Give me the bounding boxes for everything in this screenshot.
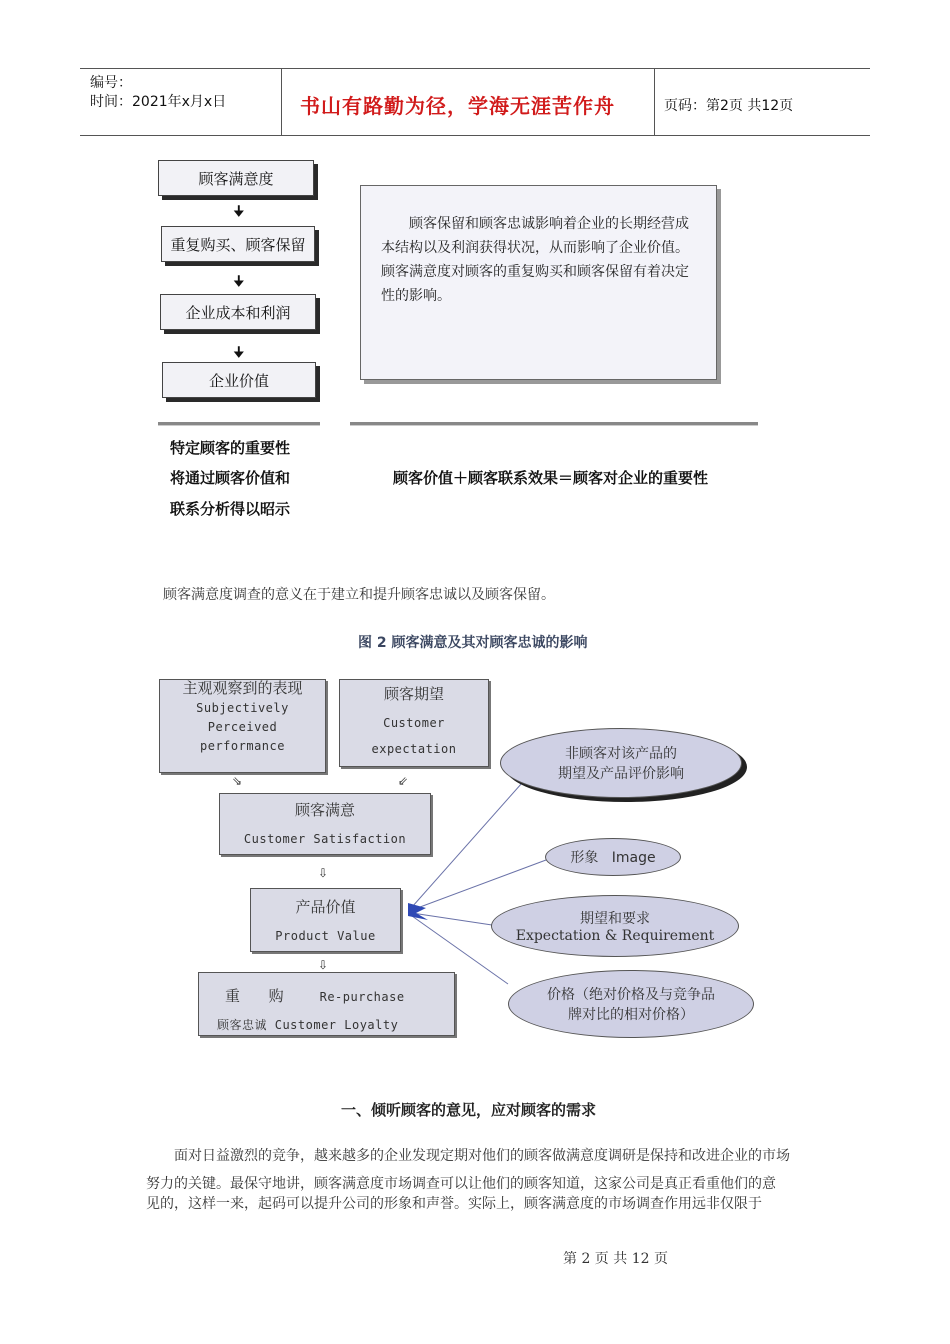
arrow-down-icon: 🠋 [233,274,245,290]
requirement-cn: 期望和要求 [580,911,650,927]
repurchase-en: Re-purchase [319,990,405,1004]
section-paragraph-line: 面对日益激烈的竞争，越来越多的企业发现定期对他们的顾客做满意度调研是保持和改进企业的市场 [174,1148,790,1164]
section-paragraph-line: 努力的关键。最保守地讲，顾客满意度市场调查可以让他们的顾客知道，这家公司是真正看重他们的意 [146,1176,776,1192]
expectation-en: expectation [371,742,457,756]
caption-line: 特定顾客的重要性 [170,439,291,457]
section-heading: 一、倾听顾客的意见，应对顾客的需求 [341,1101,597,1119]
value-en: Product Value [275,929,376,943]
box-product-value [250,888,401,952]
header-number-label: 编号： [90,75,132,91]
satisfaction-en: Customer Satisfaction [243,832,407,846]
box-customer-satisfaction [219,793,431,855]
figure-title: 图 2 顾客满意及其对顾客忠诚的影响 [358,635,588,651]
box-customer-expectation [339,679,489,767]
perceived-cn: 主观观察到的表现 [182,679,303,697]
expectation-en: Customer [383,716,445,730]
flow-step-label: 企业成本和利润 [185,303,291,322]
satisfaction-cn: 顾客满意 [294,801,355,819]
ellipse-requirement [491,895,739,957]
repurchase-line2: 顾客忠诚 Customer Loyalty [217,1018,399,1032]
non-customer-line: 期望及产品评价影响 [558,766,684,782]
requirement-en: Expectation & Requirement [515,928,715,944]
flow-description-text: 顾客保留和顾客忠诚影响着企业的长期经营成本结构以及利润获得状况，从而影响了企业价值。顾客满意度对顾客的重复购买和顾客保留有着决定性的影响。 [381,216,689,304]
caption-line: 将通过顾客价值和 [170,469,291,487]
ellipse-non-customer [500,728,742,798]
box-perceived-performance [159,679,326,773]
formula-text: 顾客价值＋顾客联系效果＝顾客对企业的重要性 [393,469,709,487]
arrow-diagonal-icon: ⇘ [232,774,243,788]
perceived-en: Subjectively [196,701,289,715]
ellipse-price [508,970,754,1038]
caption-line: 联系分析得以昭示 [170,500,291,518]
price-line: 牌对比的相对价格） [568,1007,694,1023]
flow-step-label: 重复购买、顾客保留 [170,235,306,254]
repurchase-cn: 重 购 [225,987,284,1005]
arrow-down-icon: ⇩ [318,958,329,972]
page-footer: 第 2 页 共 12 页 [563,1251,668,1267]
flow-step-label: 企业价值 [208,371,269,390]
arrow-down-icon: 🠋 [233,204,245,220]
value-cn: 产品价值 [295,898,356,916]
perceived-en: Perceived [207,720,278,734]
price-line: 价格（绝对价格及与竞争品 [547,987,715,1003]
non-customer-line: 非顾客对该产品的 [565,746,677,762]
header-motto: 书山有路勤为径，学海无涯苦作舟 [300,94,615,118]
intro-text: 顾客满意度调查的意义在于建立和提升顾客忠诚以及顾客保留。 [163,587,555,603]
flow-step-label: 顾客满意度 [198,169,274,188]
arrow-diagonal-icon: ⇙ [398,774,409,788]
image-text: 形象 Image [570,850,656,866]
expectation-cn: 顾客期望 [383,685,444,703]
repurchase-line1 [225,985,454,1006]
header-page-label: 页码：第2页 共12页 [664,98,794,114]
section-paragraph-line: 见的，这样一来，起码可以提升公司的形象和声誉。实际上，顾客满意度的市场调查作用远非仅限于 [146,1196,762,1212]
box-repurchase-loyalty [198,972,455,1036]
ellipse-image [545,838,681,876]
perceived-en: performance [200,739,285,753]
header-time-label: 时间：2021年x月x日 [90,94,227,110]
arrow-down-icon: ⇩ [318,866,329,880]
arrow-down-icon: 🠋 [233,345,245,361]
